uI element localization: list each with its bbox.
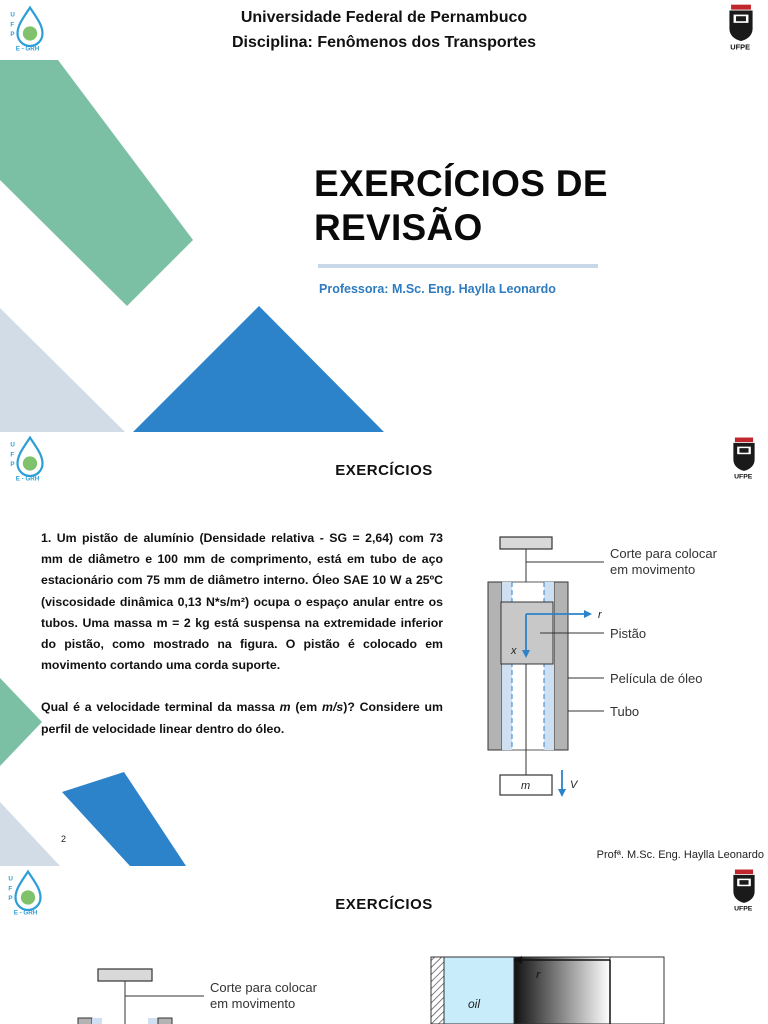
problem-text: 1. Um pistão de alumínio (Densidade relativa - SG = 2,64) com 73 mm de diâmetro e 100 mm de comprimento, está em tubo de aço estacionário com 75 mm de diâmetro interno. Óleo SAE 10 W a 25ºC (viscosidade dinâmica 0,13 N*s/m²) ocupa o espaço anular entre os tubos. Uma massa m = 2 kg está suspensa na extremidade inferior do pistão, como mostrado na figura. O pistão é colocado em movimento cortando uma corda suporte. [41,531,443,673]
oil-label: oil [468,997,481,1011]
professor-name: Professora: M.Sc. Eng. Haylla Leonardo [319,282,556,296]
svg-text:F: F [10,451,15,459]
page-number: 2 [61,834,67,844]
cut-label-2: em movimento [610,562,696,577]
cut-label: Corte para colocar [610,546,717,561]
slide-exercise-2 [0,866,768,1024]
problem-statement [41,528,443,761]
footer-professor: Profª. M.Sc. Eng. Haylla Leonardo [596,849,764,861]
problem-question: Qual é a velocidade terminal da massa m (em m/s)? Considere um perfil de velocidade linear dentro do óleo. [41,700,443,736]
piston-diagram [470,530,768,800]
blue-triangle [133,306,384,432]
svg-text:UFPE: UFPE [734,473,753,480]
r-axis-label: r [598,609,602,621]
velocity-label: V [570,779,578,791]
gray-shape [0,802,60,866]
oil-film-label: Película de óleo [610,671,703,686]
section-title: EXERCÍCIOS [335,896,433,913]
title-line-2: REVISÃO [314,207,483,248]
green-diagonal-band [0,60,193,306]
piston-label: Pistão [610,626,647,641]
fixed-wall [431,957,444,1024]
svg-text:F: F [8,885,13,893]
gray-triangle [0,308,125,432]
svg-text:E - GRH: E - GRH [13,909,38,917]
top-support [500,537,552,549]
svg-text:U: U [10,11,15,19]
slide-title [0,0,768,432]
blue-shape [62,772,186,866]
svg-text:P: P [8,895,13,903]
oil-region [444,957,514,1024]
mass-label: m [521,780,531,792]
cut-label: Corte para colocar [210,980,317,995]
university-name: Universidade Federal de Pernambuco [240,9,528,26]
svg-text:UFPE: UFPE [734,905,753,912]
cut-label-2: em movimento [210,996,296,1011]
gradient-region [514,957,610,1024]
page-title [314,162,674,250]
oil-velocity-diagram [430,954,670,1024]
svg-text:UFPE: UFPE [730,42,751,51]
tube-wall-right [554,582,568,750]
title-line-1: EXERCÍCIOS DE [314,163,608,204]
svg-text:U: U [8,875,13,883]
r-axis-label: r [536,969,541,981]
title-divider [318,264,598,268]
svg-text:U: U [10,441,15,449]
svg-text:P: P [10,461,15,469]
svg-text:E - GRH: E - GRH [15,45,40,53]
svg-text:F: F [10,21,15,29]
moving-plate [610,957,664,1024]
tube-wall-left [488,582,502,750]
piston-diagram-partial [60,966,350,1024]
tube-label: Tubo [610,704,640,719]
section-title: EXERCÍCIOS [335,462,433,479]
svg-text:E - GRH: E - GRH [15,475,40,483]
green-shape [0,678,42,766]
slide-exercise-1 [0,432,768,866]
course-name: Disciplina: Fenômenos dos Transportes [231,34,537,51]
x-axis-label: x [511,645,517,657]
svg-text:P: P [10,31,15,39]
